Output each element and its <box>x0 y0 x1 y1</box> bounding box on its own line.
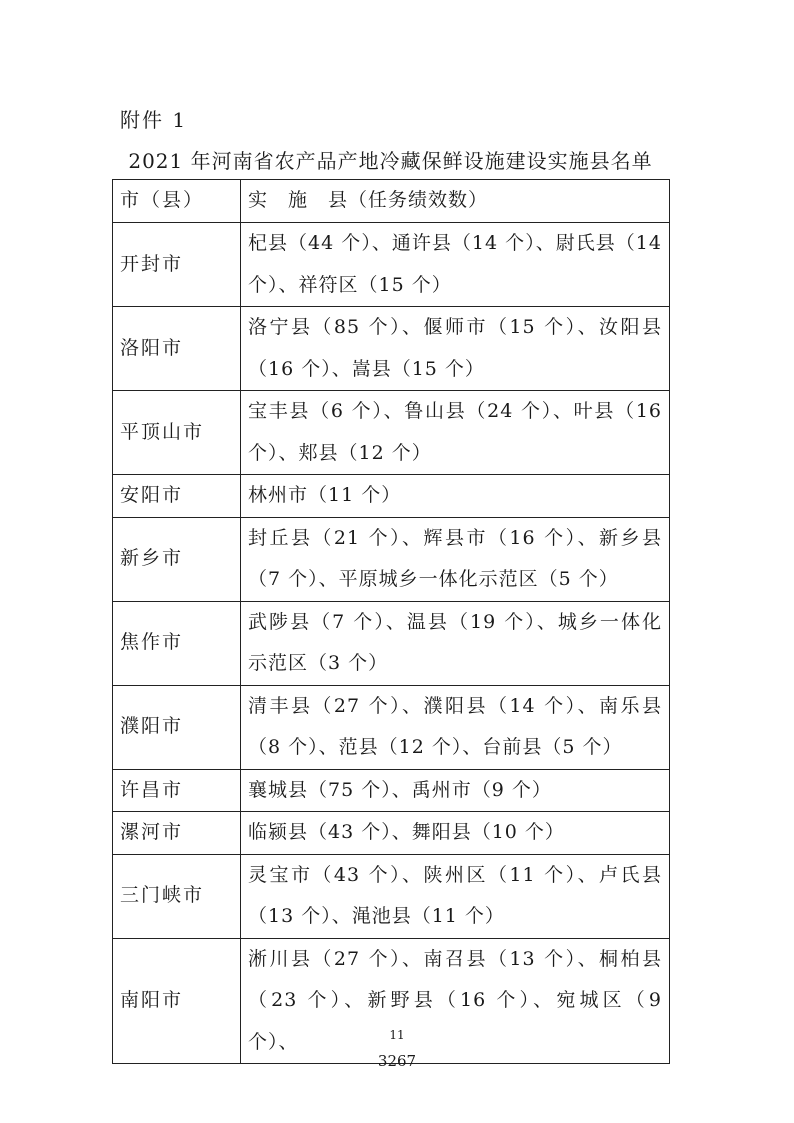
table-row <box>113 854 670 938</box>
table-row <box>113 601 670 685</box>
header-counties: 实 施 县（任务绩效数） <box>241 180 670 223</box>
counties-cell: 封丘县（21 个）、辉县市（16 个）、新乡县（7 个）、平原城乡一体化示范区（5 个） <box>241 517 670 601</box>
table-row <box>113 769 670 812</box>
counties-cell: 武陟县（7 个）、温县（19 个）、城乡一体化示范区（3 个） <box>241 601 670 685</box>
table-row <box>113 475 670 518</box>
table-row <box>113 223 670 307</box>
city-cell: 南阳市 <box>113 938 241 1064</box>
city-cell: 开封市 <box>113 223 241 307</box>
counties-cell: 襄城县（75 个）、禹州市（9 个） <box>241 769 670 812</box>
city-cell: 漯河市 <box>113 812 241 855</box>
table-row <box>113 391 670 475</box>
counties-cell: 洛宁县（85 个）、偃师市（15 个）、汝阳县（16 个）、嵩县（15 个） <box>241 307 670 391</box>
city-cell: 平顶山市 <box>113 391 241 475</box>
table-row <box>113 938 670 1064</box>
counties-cell: 宝丰县（6 个）、鲁山县（24 个）、叶县（16 个）、郏县（12 个） <box>241 391 670 475</box>
city-cell: 焦作市 <box>113 601 241 685</box>
city-cell: 三门峡市 <box>113 854 241 938</box>
header-city: 市（县） <box>113 180 241 223</box>
table-row <box>113 685 670 769</box>
counties-cell: 灵宝市（43 个）、陕州区（11 个）、卢氏县（13 个）、渑池县（11 个） <box>241 854 670 938</box>
table-row <box>113 812 670 855</box>
counties-cell: 林州市（11 个） <box>241 475 670 518</box>
counties-cell: 临颍县（43 个）、舞阳县（10 个） <box>241 812 670 855</box>
table-header-row <box>113 180 670 223</box>
counties-cell: 淅川县（27 个）、南召县（13 个）、桐柏县（23 个）、新野县（16 个）、宛城区（9 个）、 <box>241 938 670 1064</box>
county-table <box>112 179 670 1064</box>
table-row <box>113 307 670 391</box>
document-number: 3267 <box>377 1052 417 1070</box>
city-cell: 濮阳市 <box>113 685 241 769</box>
counties-cell: 清丰县（27 个）、濮阳县（14 个）、南乐县（8 个）、范县（12 个）、台前县（5 个） <box>241 685 670 769</box>
table-row <box>113 517 670 601</box>
city-cell: 新乡市 <box>113 517 241 601</box>
city-cell: 洛阳市 <box>113 307 241 391</box>
city-cell: 安阳市 <box>113 475 241 518</box>
page-number: 11 <box>389 1028 405 1042</box>
attachment-label: 附件 1 <box>120 108 188 132</box>
counties-cell: 杞县（44 个）、通许县（14 个）、尉氏县（14 个）、祥符区（15 个） <box>241 223 670 307</box>
document-title: 2021 年河南省农产品产地冷藏保鲜设施建设实施县名单 <box>128 149 653 173</box>
city-cell: 许昌市 <box>113 769 241 812</box>
